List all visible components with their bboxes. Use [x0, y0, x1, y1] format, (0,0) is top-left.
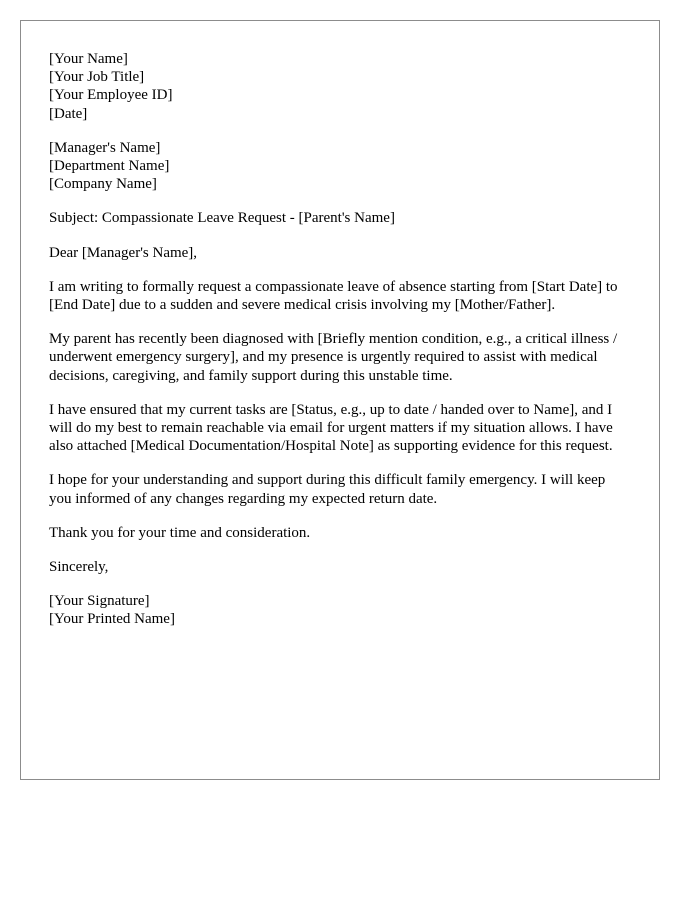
printed-name: [Your Printed Name] — [49, 611, 175, 628]
body-paragraph-2: My parent has recently been diagnosed with [Briefly mention condition, e.g., a critical illness / underwent emergency surgery], and my presence is urgently required to assist with medical decisions, caregiving, and family support during this unstable time. — [49, 331, 618, 384]
body-paragraph-5: Thank you for your time and consideration. — [49, 524, 311, 541]
signature-block — [49, 592, 631, 628]
subject-line: Subject: Compassionate Leave Request - [Parent's Name] — [49, 210, 395, 227]
body-paragraph-3: I have ensured that my current tasks are [Status, e.g., up to date / handed over to Name], and I will do my best to remain reachable via email for urgent matters if my situation allows. I have also attached [Medical Documentation/Hospital Note] as supporting evidence for this request. — [49, 401, 613, 455]
sender-employee-id: [Your Employee ID] — [49, 87, 173, 104]
sender-job-title: [Your Job Title] — [49, 69, 145, 86]
letter-date: [Date] — [49, 105, 88, 122]
signature-line: [Your Signature] — [49, 593, 150, 610]
body-paragraph-1: I am writing to formally request a compassionate leave of absence starting from [Start Date] to [End Date] due to a sudden and severe medical crisis involving my [Mother/Father]. — [49, 278, 618, 314]
salutation: Dear [Manager's Name], — [49, 244, 198, 261]
letter-page — [20, 20, 660, 780]
recipient-manager-name: [Manager's Name] — [49, 139, 161, 156]
closing: Sincerely, — [49, 559, 109, 576]
sender-block — [49, 50, 631, 123]
recipient-company: [Company Name] — [49, 176, 157, 193]
recipient-block — [49, 139, 631, 194]
sender-name: [Your Name] — [49, 51, 128, 67]
body-paragraph-4: I hope for your understanding and support during this difficult family emergency. I will keep you informed of any changes regarding my expected return date. — [49, 472, 606, 507]
recipient-department: [Department Name] — [49, 158, 170, 175]
